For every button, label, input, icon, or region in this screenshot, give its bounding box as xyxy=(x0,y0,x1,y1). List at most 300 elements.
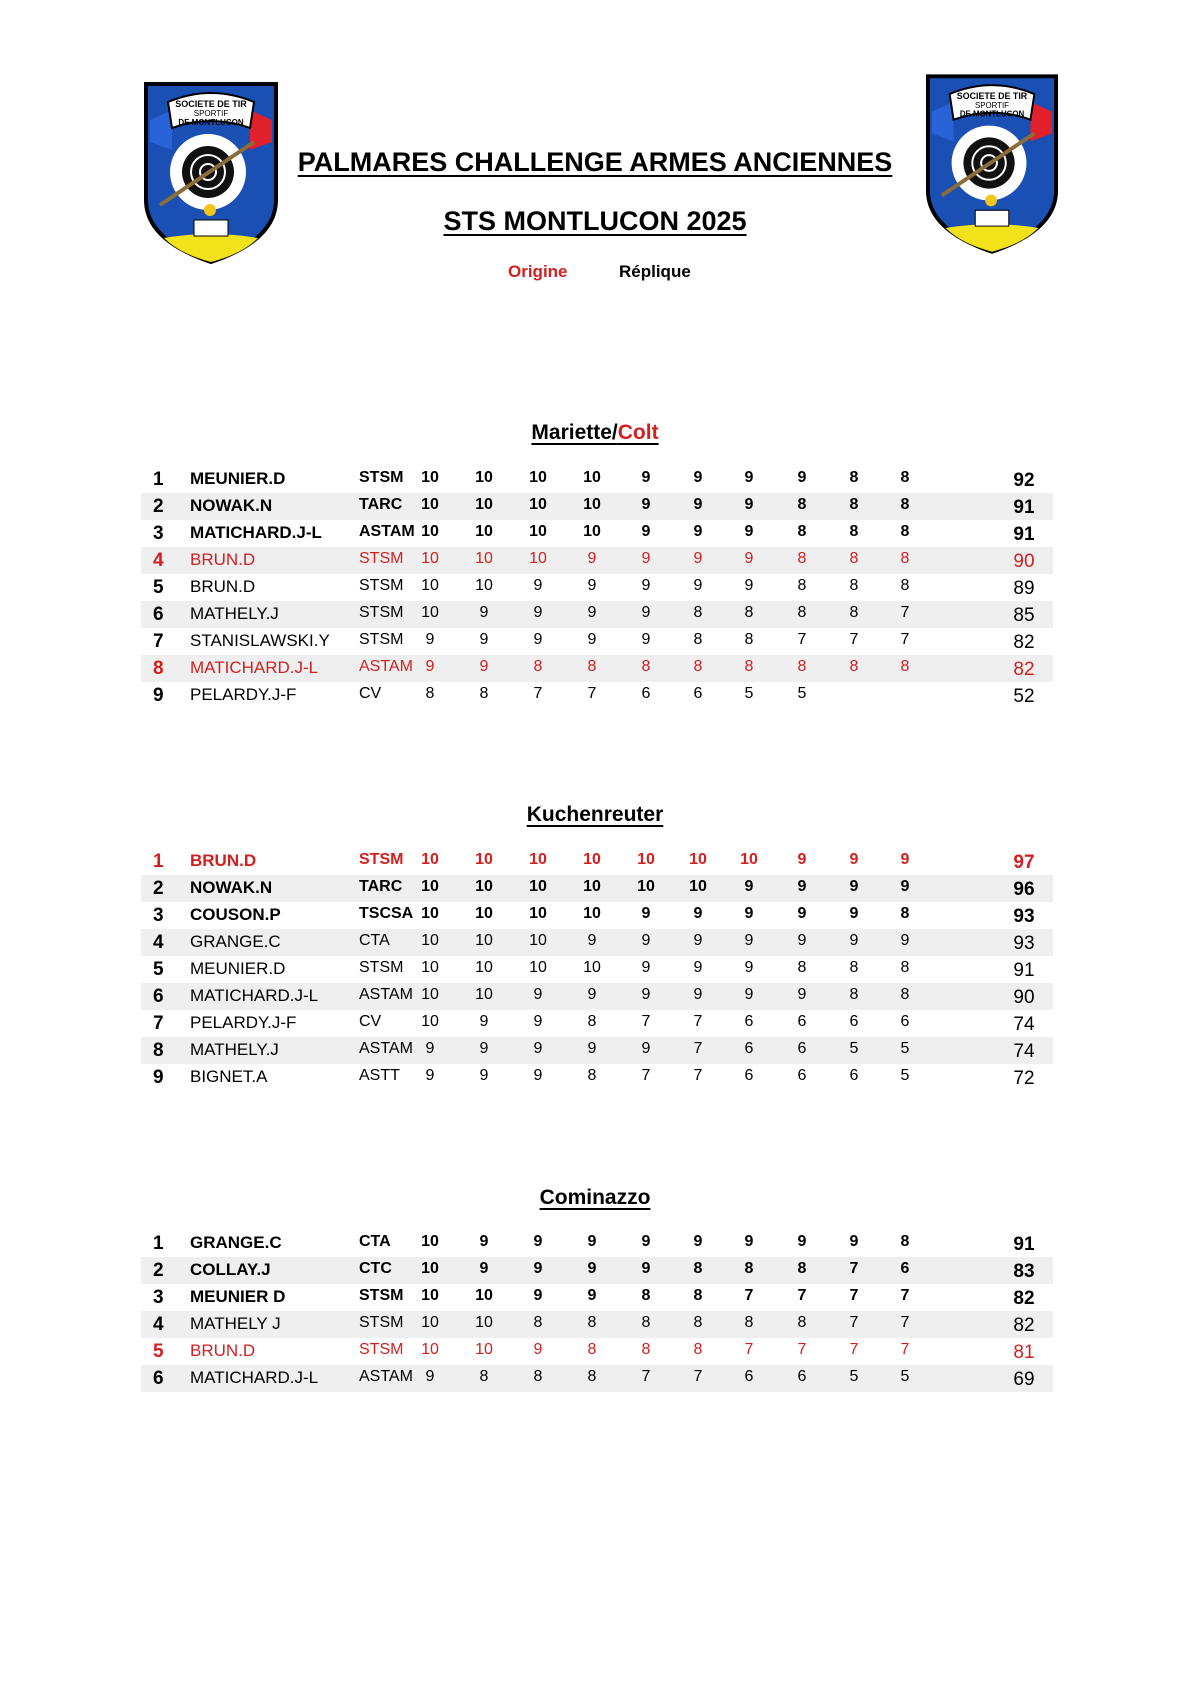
table-row xyxy=(141,682,1053,709)
table-row xyxy=(141,1284,1053,1311)
score-cell: 9 xyxy=(744,986,754,1003)
score-cell: 7 xyxy=(849,1287,859,1304)
score-cell: 6 xyxy=(744,1067,754,1084)
score-cell: 9 xyxy=(587,1040,597,1057)
score-cell: 8 xyxy=(587,1013,597,1030)
score-cell: 6 xyxy=(849,1013,859,1030)
score-cell: 10 xyxy=(421,1260,439,1277)
logo-text: SPORTIF xyxy=(975,100,1009,110)
score-cell: 7 xyxy=(641,1013,651,1030)
score-cell: 9 xyxy=(641,469,651,486)
score-cell: 7 xyxy=(533,685,543,702)
score-cell: 9 xyxy=(744,905,754,922)
score-cell: 9 xyxy=(693,905,703,922)
rank-cell: 4 xyxy=(153,1314,164,1335)
shooter-name: COUSON.P xyxy=(190,905,281,924)
score-cell: 9 xyxy=(641,523,651,540)
score-cell: 10 xyxy=(421,577,439,594)
score-cell: 8 xyxy=(744,1260,754,1277)
table-row xyxy=(141,1064,1053,1091)
table-row xyxy=(141,547,1053,574)
total-cell: 90 xyxy=(1013,987,1035,1008)
score-cell: 10 xyxy=(583,469,601,486)
table-row xyxy=(141,929,1053,956)
score-cell: 10 xyxy=(421,878,439,895)
score-cell: 7 xyxy=(744,1287,754,1304)
table-row xyxy=(141,875,1053,902)
score-cell: 5 xyxy=(900,1368,910,1385)
score-cell: 6 xyxy=(849,1067,859,1084)
score-cell: 8 xyxy=(587,1314,597,1331)
score-cell: 8 xyxy=(900,469,910,486)
score-cell: 7 xyxy=(641,1368,651,1385)
rank-cell: 1 xyxy=(153,851,164,872)
score-cell: 8 xyxy=(849,604,859,621)
club-cell: CV xyxy=(359,1013,382,1030)
score-cell: 10 xyxy=(475,932,493,949)
score-cell: 9 xyxy=(587,932,597,949)
rank-cell: 8 xyxy=(153,1040,164,1061)
score-cell: 8 xyxy=(849,523,859,540)
score-cell: 9 xyxy=(797,1233,807,1250)
score-cell: 9 xyxy=(425,631,435,648)
score-cell: 9 xyxy=(533,1341,543,1358)
score-cell: 7 xyxy=(587,685,597,702)
score-cell: 10 xyxy=(421,1013,439,1030)
score-cell: 10 xyxy=(637,878,655,895)
score-cell: 8 xyxy=(900,959,910,976)
score-cell: 9 xyxy=(641,604,651,621)
score-cell: 9 xyxy=(587,1233,597,1250)
score-cell: 9 xyxy=(533,604,543,621)
shooter-name: BRUN.D xyxy=(190,577,256,596)
shooter-name: GRANGE.C xyxy=(190,1233,282,1252)
score-cell: 9 xyxy=(641,986,651,1003)
score-cell: 9 xyxy=(744,932,754,949)
rank-cell: 1 xyxy=(153,469,164,490)
rank-cell: 6 xyxy=(153,986,164,1007)
score-cell: 9 xyxy=(533,1287,543,1304)
club-cell: STSM xyxy=(359,1341,404,1358)
score-cell: 8 xyxy=(693,604,703,621)
club-cell: ASTAM xyxy=(359,658,413,675)
rank-cell: 5 xyxy=(153,959,164,980)
score-cell: 10 xyxy=(529,550,547,567)
score-cell: 9 xyxy=(744,577,754,594)
club-cell: CV xyxy=(359,685,382,702)
score-cell: 10 xyxy=(529,469,547,486)
logo-text: SOCIETE DE TIR xyxy=(956,90,1028,101)
score-cell: 8 xyxy=(849,658,859,675)
score-cell: 10 xyxy=(583,959,601,976)
rank-cell: 6 xyxy=(153,1368,164,1389)
score-cell: 10 xyxy=(583,905,601,922)
score-cell: 9 xyxy=(900,851,910,868)
rank-cell: 1 xyxy=(153,1233,164,1254)
score-cell: 10 xyxy=(421,905,439,922)
score-cell: 9 xyxy=(479,1067,489,1084)
score-cell: 9 xyxy=(425,1040,435,1057)
shooter-name: STANISLAWSKI.Y xyxy=(190,631,330,650)
score-cell: 8 xyxy=(641,1287,651,1304)
score-cell: 8 xyxy=(849,577,859,594)
score-cell: 9 xyxy=(797,851,807,868)
club-cell: STSM xyxy=(359,851,404,868)
score-cell: 7 xyxy=(693,1368,703,1385)
club-cell: STSM xyxy=(359,469,404,486)
rank-cell: 2 xyxy=(153,496,164,517)
shooter-name: PELARDY.J-F xyxy=(190,1013,297,1032)
score-cell: 8 xyxy=(797,496,807,513)
score-cell: 8 xyxy=(797,658,807,675)
score-cell: 8 xyxy=(587,1067,597,1084)
score-cell: 10 xyxy=(475,959,493,976)
score-cell: 6 xyxy=(641,685,651,702)
club-cell: CTC xyxy=(359,1260,392,1277)
score-cell: 10 xyxy=(529,496,547,513)
score-cell: 10 xyxy=(475,878,493,895)
score-cell: 8 xyxy=(849,496,859,513)
score-cell: 10 xyxy=(475,523,493,540)
score-cell: 9 xyxy=(693,469,703,486)
score-cell: 10 xyxy=(421,604,439,621)
score-cell: 8 xyxy=(900,1233,910,1250)
score-cell: 10 xyxy=(475,851,493,868)
score-cell: 10 xyxy=(421,959,439,976)
score-cell: 9 xyxy=(693,959,703,976)
score-cell: 9 xyxy=(587,604,597,621)
club-cell: ASTAM xyxy=(359,523,415,540)
score-cell: 6 xyxy=(797,1040,807,1057)
score-cell: 9 xyxy=(533,631,543,648)
score-cell: 8 xyxy=(533,1314,543,1331)
score-cell: 8 xyxy=(693,631,703,648)
logo-text: DE MONTLUCON xyxy=(959,109,1025,119)
score-cell: 10 xyxy=(421,1314,439,1331)
score-cell: 9 xyxy=(425,1368,435,1385)
table-row xyxy=(141,1338,1053,1365)
score-cell: 9 xyxy=(744,523,754,540)
score-cell: 5 xyxy=(849,1368,859,1385)
score-cell: 9 xyxy=(587,550,597,567)
table-row xyxy=(141,983,1053,1010)
score-cell: 9 xyxy=(693,1233,703,1250)
total-cell: 91 xyxy=(1013,497,1035,518)
ranking-table-mariette xyxy=(141,466,1053,709)
club-cell: STSM xyxy=(359,550,404,567)
shooter-name: MATICHARD.J-L xyxy=(190,986,319,1005)
ranking-table-kuchenreuter xyxy=(141,848,1053,1091)
score-cell: 9 xyxy=(693,550,703,567)
score-cell: 6 xyxy=(797,1013,807,1030)
club-cell: ASTAM xyxy=(359,986,413,1003)
score-cell: 10 xyxy=(529,523,547,540)
club-cell: TARC xyxy=(359,496,403,513)
score-cell: 9 xyxy=(425,1067,435,1084)
score-cell: 7 xyxy=(797,1287,807,1304)
total-cell: 83 xyxy=(1013,1261,1035,1282)
shooter-name: MATICHARD.J-L xyxy=(190,523,322,542)
score-cell: 8 xyxy=(900,905,910,922)
score-cell: 8 xyxy=(849,959,859,976)
score-cell: 9 xyxy=(693,523,703,540)
score-cell: 8 xyxy=(693,1287,703,1304)
score-cell: 8 xyxy=(900,550,910,567)
score-cell: 8 xyxy=(797,577,807,594)
score-cell: 8 xyxy=(641,658,651,675)
table-row xyxy=(141,466,1053,493)
score-cell: 9 xyxy=(479,1013,489,1030)
score-cell: 10 xyxy=(421,1287,439,1304)
score-cell: 8 xyxy=(849,986,859,1003)
score-cell: 9 xyxy=(849,932,859,949)
club-cell: CTA xyxy=(359,1233,391,1250)
score-cell: 8 xyxy=(641,1314,651,1331)
score-cell: 6 xyxy=(693,685,703,702)
score-cell: 9 xyxy=(797,469,807,486)
score-cell: 10 xyxy=(421,469,439,486)
legend-origine: Origine xyxy=(508,262,568,281)
score-cell: 7 xyxy=(849,1260,859,1277)
total-cell: 91 xyxy=(1013,524,1035,545)
score-cell: 10 xyxy=(583,496,601,513)
score-cell: 6 xyxy=(797,1067,807,1084)
score-cell: 9 xyxy=(533,577,543,594)
score-cell: 9 xyxy=(744,496,754,513)
score-cell: 7 xyxy=(797,631,807,648)
score-cell: 8 xyxy=(900,523,910,540)
table-row xyxy=(141,1257,1053,1284)
score-cell: 7 xyxy=(849,631,859,648)
total-cell: 91 xyxy=(1013,1234,1035,1255)
score-cell: 6 xyxy=(744,1368,754,1385)
score-cell: 8 xyxy=(900,496,910,513)
total-cell: 82 xyxy=(1013,659,1035,680)
score-cell: 10 xyxy=(421,1233,439,1250)
score-cell: 9 xyxy=(641,1233,651,1250)
score-cell: 9 xyxy=(587,631,597,648)
score-cell: 8 xyxy=(693,1314,703,1331)
score-cell: 7 xyxy=(693,1013,703,1030)
total-cell: 85 xyxy=(1013,605,1035,626)
score-cell: 10 xyxy=(475,986,493,1003)
score-cell: 9 xyxy=(479,1040,489,1057)
section-title-part-colt: Colt xyxy=(617,421,659,444)
score-cell: 7 xyxy=(641,1067,651,1084)
table-row xyxy=(141,628,1053,655)
score-cell: 9 xyxy=(641,496,651,513)
score-cell: 9 xyxy=(479,604,489,621)
score-cell: 9 xyxy=(587,986,597,1003)
score-cell: 9 xyxy=(641,631,651,648)
score-cell: 6 xyxy=(744,1040,754,1057)
shooter-name: GRANGE.C xyxy=(190,932,281,951)
table-row xyxy=(141,848,1053,875)
section-title-kuchenreuter: Kuchenreuter xyxy=(526,803,664,826)
club-cell: STSM xyxy=(359,1314,404,1331)
score-cell: 8 xyxy=(641,1341,651,1358)
total-cell: 96 xyxy=(1013,879,1035,900)
score-cell: 9 xyxy=(641,905,651,922)
total-cell: 92 xyxy=(1013,470,1035,491)
score-cell: 7 xyxy=(900,631,910,648)
score-cell: 7 xyxy=(849,1341,859,1358)
club-cell: CTA xyxy=(359,932,390,949)
score-cell: 9 xyxy=(744,1233,754,1250)
club-cell: ASTAM xyxy=(359,1368,413,1385)
score-cell: 8 xyxy=(587,1368,597,1385)
total-cell: 90 xyxy=(1013,551,1035,572)
rank-cell: 9 xyxy=(153,685,164,706)
score-cell: 10 xyxy=(421,523,439,540)
score-cell: 8 xyxy=(479,1368,489,1385)
table-row xyxy=(141,1365,1053,1392)
score-cell: 8 xyxy=(900,658,910,675)
score-cell: 10 xyxy=(475,905,493,922)
score-cell: 9 xyxy=(693,577,703,594)
total-cell: 69 xyxy=(1013,1369,1035,1390)
score-cell: 9 xyxy=(849,905,859,922)
page-subtitle: STS MONTLUCON 2025 xyxy=(443,206,747,236)
total-cell: 91 xyxy=(1013,960,1035,981)
score-cell: 9 xyxy=(425,658,435,675)
score-cell: 9 xyxy=(641,932,651,949)
score-cell: 9 xyxy=(587,1260,597,1277)
score-cell: 9 xyxy=(900,878,910,895)
rank-cell: 2 xyxy=(153,1260,164,1281)
score-cell: 9 xyxy=(533,1233,543,1250)
score-cell: 8 xyxy=(797,604,807,621)
score-cell: 7 xyxy=(900,1287,910,1304)
shooter-name: COLLAY.J xyxy=(190,1260,271,1279)
score-cell: 10 xyxy=(475,550,493,567)
section-title-mariette xyxy=(0,421,1190,445)
total-cell: 97 xyxy=(1013,852,1035,873)
score-cell: 9 xyxy=(533,1013,543,1030)
total-cell: 74 xyxy=(1013,1041,1035,1062)
score-cell: 8 xyxy=(797,550,807,567)
total-cell: 89 xyxy=(1013,578,1035,599)
total-cell: 82 xyxy=(1013,1288,1035,1309)
total-cell: 82 xyxy=(1013,1315,1035,1336)
score-cell: 9 xyxy=(641,1040,651,1057)
ranking-table-cominazzo xyxy=(141,1230,1053,1392)
score-cell: 7 xyxy=(744,1341,754,1358)
score-cell: 8 xyxy=(693,1341,703,1358)
score-cell: 9 xyxy=(797,905,807,922)
shooter-name: MATHELY J xyxy=(190,1314,281,1333)
score-cell: 10 xyxy=(421,496,439,513)
rank-cell: 8 xyxy=(153,658,164,679)
table-row xyxy=(141,1311,1053,1338)
score-cell: 7 xyxy=(900,604,910,621)
score-cell: 9 xyxy=(849,851,859,868)
score-cell: 10 xyxy=(475,1341,493,1358)
score-cell: 10 xyxy=(421,986,439,1003)
score-cell: 9 xyxy=(797,878,807,895)
total-cell: 93 xyxy=(1013,906,1035,927)
score-cell: 10 xyxy=(529,905,547,922)
score-cell: 9 xyxy=(744,469,754,486)
rank-cell: 3 xyxy=(153,523,164,544)
score-cell: 7 xyxy=(797,1341,807,1358)
score-cell: 10 xyxy=(475,469,493,486)
table-row xyxy=(141,902,1053,929)
rank-cell: 5 xyxy=(153,577,164,598)
score-cell: 8 xyxy=(693,658,703,675)
table-row xyxy=(141,574,1053,601)
score-cell: 10 xyxy=(740,851,758,868)
score-cell: 9 xyxy=(641,1260,651,1277)
score-cell: 5 xyxy=(797,685,807,702)
score-cell: 9 xyxy=(693,986,703,1003)
score-cell: 6 xyxy=(900,1013,910,1030)
table-row xyxy=(141,601,1053,628)
rank-cell: 7 xyxy=(153,1013,164,1034)
table-row xyxy=(141,956,1053,983)
score-cell: 9 xyxy=(479,631,489,648)
total-cell: 82 xyxy=(1013,632,1035,653)
score-cell: 10 xyxy=(689,851,707,868)
club-cell: STSM xyxy=(359,604,404,621)
score-cell: 8 xyxy=(425,685,435,702)
score-cell: 9 xyxy=(641,550,651,567)
club-cell: ASTT xyxy=(359,1067,400,1084)
score-cell: 9 xyxy=(479,1233,489,1250)
score-cell: 7 xyxy=(900,1314,910,1331)
table-row xyxy=(141,1010,1053,1037)
score-cell: 5 xyxy=(744,685,754,702)
score-cell: 9 xyxy=(900,932,910,949)
score-cell: 9 xyxy=(744,550,754,567)
score-cell: 10 xyxy=(421,851,439,868)
club-cell: ASTAM xyxy=(359,1040,413,1057)
score-cell: 10 xyxy=(475,1314,493,1331)
shooter-name: BIGNET.A xyxy=(190,1067,268,1086)
total-cell: 93 xyxy=(1013,933,1035,954)
section-title-part: Mariette/ xyxy=(531,421,618,444)
score-cell: 6 xyxy=(744,1013,754,1030)
table-row xyxy=(141,1230,1053,1257)
score-cell: 8 xyxy=(744,658,754,675)
rank-cell: 2 xyxy=(153,878,164,899)
shooter-name: MEUNIER.D xyxy=(190,469,286,488)
score-cell: 10 xyxy=(529,959,547,976)
rank-cell: 4 xyxy=(153,932,164,953)
score-cell: 7 xyxy=(693,1067,703,1084)
score-cell: 9 xyxy=(533,1260,543,1277)
score-cell: 10 xyxy=(529,932,547,949)
score-cell: 8 xyxy=(693,1260,703,1277)
score-cell: 10 xyxy=(475,1287,493,1304)
score-cell: 8 xyxy=(744,631,754,648)
score-cell: 9 xyxy=(641,959,651,976)
table-row xyxy=(141,493,1053,520)
score-cell: 8 xyxy=(849,550,859,567)
table-row xyxy=(141,655,1053,682)
score-cell: 9 xyxy=(693,932,703,949)
club-cell: TARC xyxy=(359,878,403,895)
club-cell: STSM xyxy=(359,577,404,594)
score-cell: 8 xyxy=(797,959,807,976)
total-cell: 72 xyxy=(1013,1068,1035,1089)
score-cell: 10 xyxy=(475,496,493,513)
score-cell: 5 xyxy=(900,1040,910,1057)
score-cell: 8 xyxy=(533,658,543,675)
score-cell: 10 xyxy=(421,1341,439,1358)
shooter-name: MEUNIER D xyxy=(190,1287,286,1306)
shooter-name: MATHELY.J xyxy=(190,1040,279,1059)
